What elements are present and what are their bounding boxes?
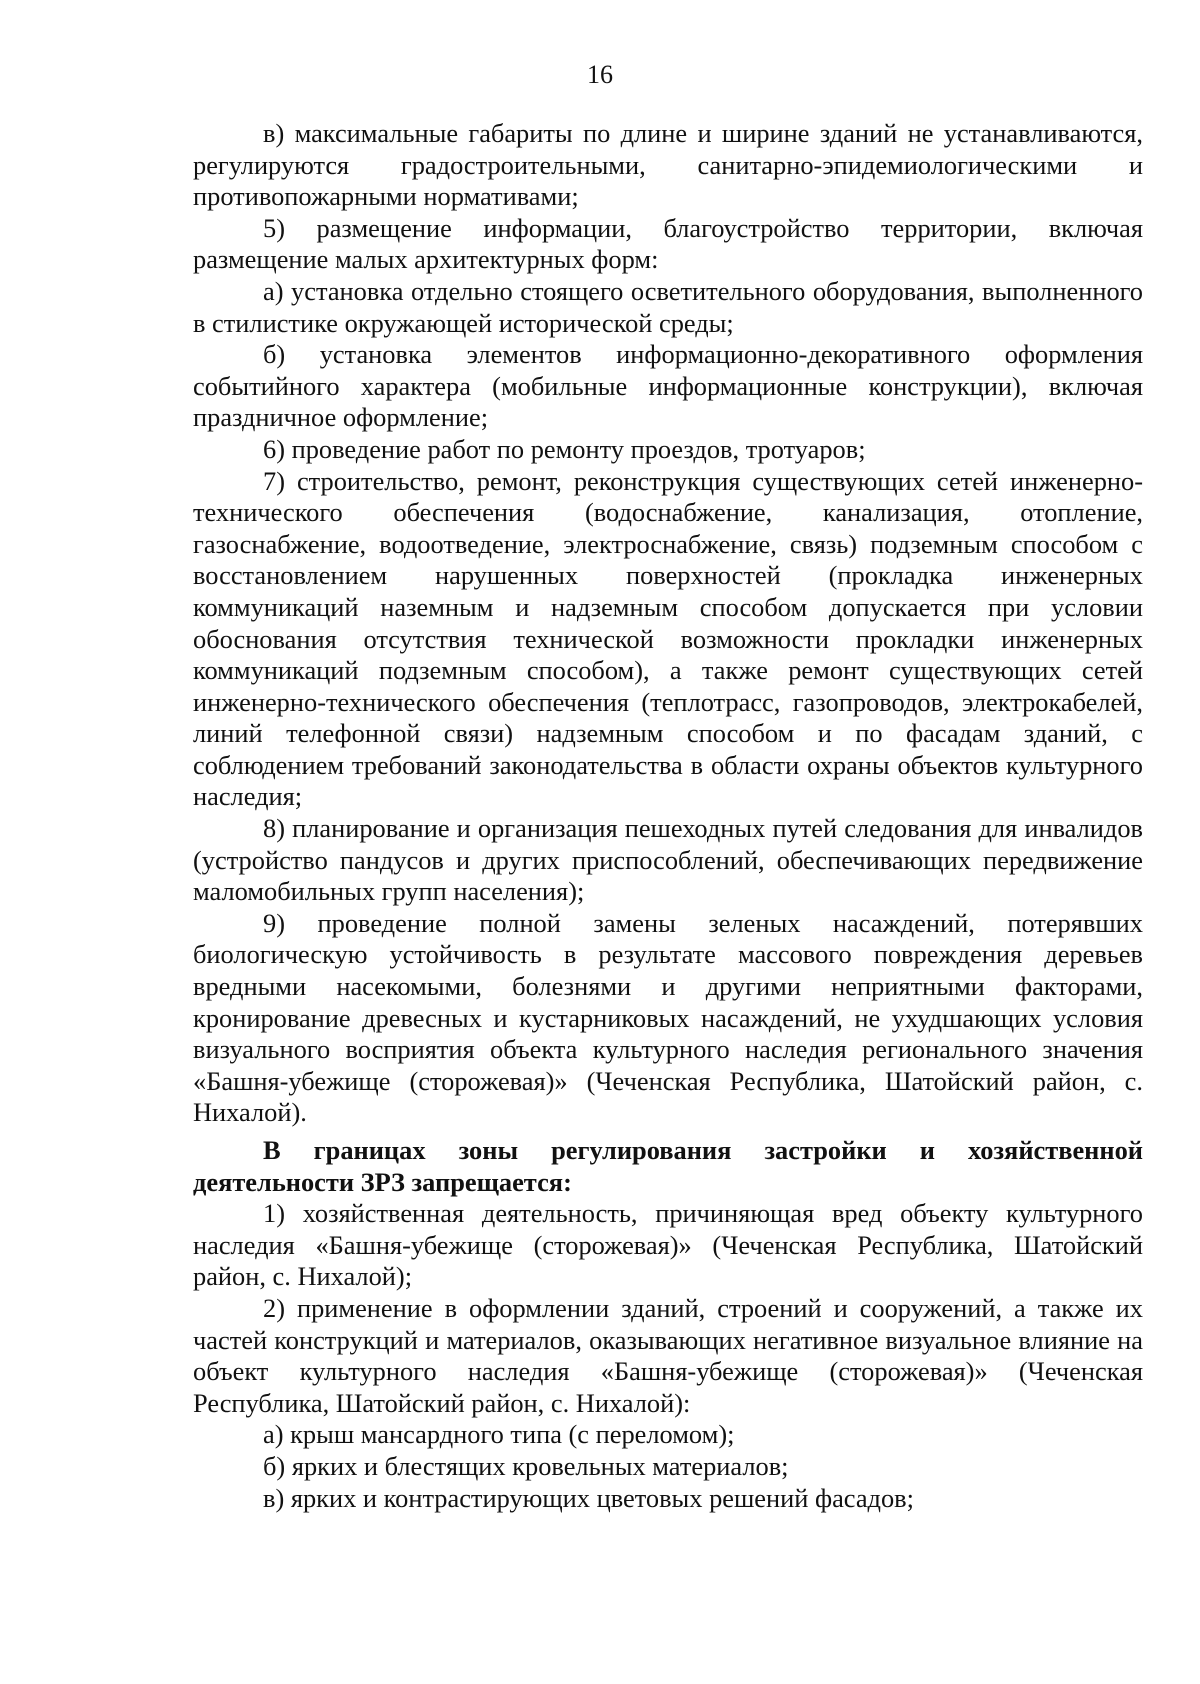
paragraph-item-5: 5) размещение информации, благоустройство территории, включая размещение малых архитектурных форм: bbox=[193, 212, 1143, 275]
paragraph-dimensions-note: в) максимальные габариты по длине и ширине зданий не устанавливаются, регулируются градостроительными, санитарно-эпидемиологическими и противопожарными нормативами; bbox=[193, 118, 1143, 212]
paragraph-prohibited-2a: а) крыш мансардного типа (с переломом); bbox=[263, 1419, 735, 1450]
paragraph-item-8: 8) планирование и организация пешеходных путей следования для инвалидов (устройство пандусов и других приспособлений, обеспечивающих передвижение маломобильных групп населения); bbox=[193, 813, 1143, 907]
section-heading-zrz-prohibited: В границах зоны регулирования застройки и хозяйственной деятельности ЗРЗ запрещается: bbox=[193, 1135, 1143, 1197]
paragraph-prohibited-2: 2) применение в оформлении зданий, строений и сооружений, а также их частей конструкций и материалов, оказывающих негативное визуальное влияние на объект культурного наследия «Башня-убежище (сторожевая)» (Чеченская Республика, Шатойский район, с. Нихалой): bbox=[193, 1292, 1143, 1418]
page-number: 16 bbox=[587, 60, 613, 89]
document-body bbox=[193, 118, 1143, 1514]
paragraph-item-5a: а) установка отдельно стоящего осветительного оборудования, выполненного в стилистике окружающей исторической среды; bbox=[193, 275, 1143, 338]
paragraph-item-5b: б) установка элементов информационно-декоративного оформления событийного характера (мобильные информационные конструкции), включая праздничное оформление; bbox=[193, 339, 1143, 433]
paragraph-prohibited-2b: б) ярких и блестящих кровельных материалов; bbox=[263, 1450, 789, 1481]
paragraph-item-7: 7) строительство, ремонт, реконструкция существующих сетей инженерно-технического обеспечения (водоснабжение, канализация, отопление, газоснабжение, водоотведение, электроснабжение, связь) подземным способом с восстановлением нарушенных поверхностей (прокладка инженерных коммуникаций наземным и надземным способом допускается при условии обоснования отсутствия технической возможности прокладки инженерных коммуникаций подземным способом), а также ремонт существующих сетей инженерно-технического обеспечения (теплотрасс, газопроводов, электрокабелей, линий телефонной связи) надземным способом и по фасадам зданий, с соблюдением требований законодательства в области охраны объектов культурного наследия; bbox=[193, 465, 1143, 812]
paragraph-prohibited-1: 1) хозяйственная деятельность, причиняющая вред объекту культурного наследия «Башня-убежище (сторожевая)» (Чеченская Республика, Шатойский район, с. Нихалой); bbox=[193, 1198, 1143, 1292]
paragraph-prohibited-2c: в) ярких и контрастирующих цветовых решений фасадов; bbox=[263, 1482, 914, 1513]
paragraph-item-9: 9) проведение полной замены зеленых насаждений, потерявших биологическую устойчивость в результате массового повреждения деревьев вредными насекомыми, болезнями и другими неприятными факторами, кронирование древесных и кустарниковых насаждений, не ухудшающих условия визуального восприятия объекта культурного наследия регионального значения «Башня-убежище (сторожевая)» (Чеченская Республика, Шатойский район, с. Нихалой). bbox=[193, 907, 1143, 1128]
paragraph-item-6: 6) проведение работ по ремонту проездов, тротуаров; bbox=[263, 433, 866, 464]
